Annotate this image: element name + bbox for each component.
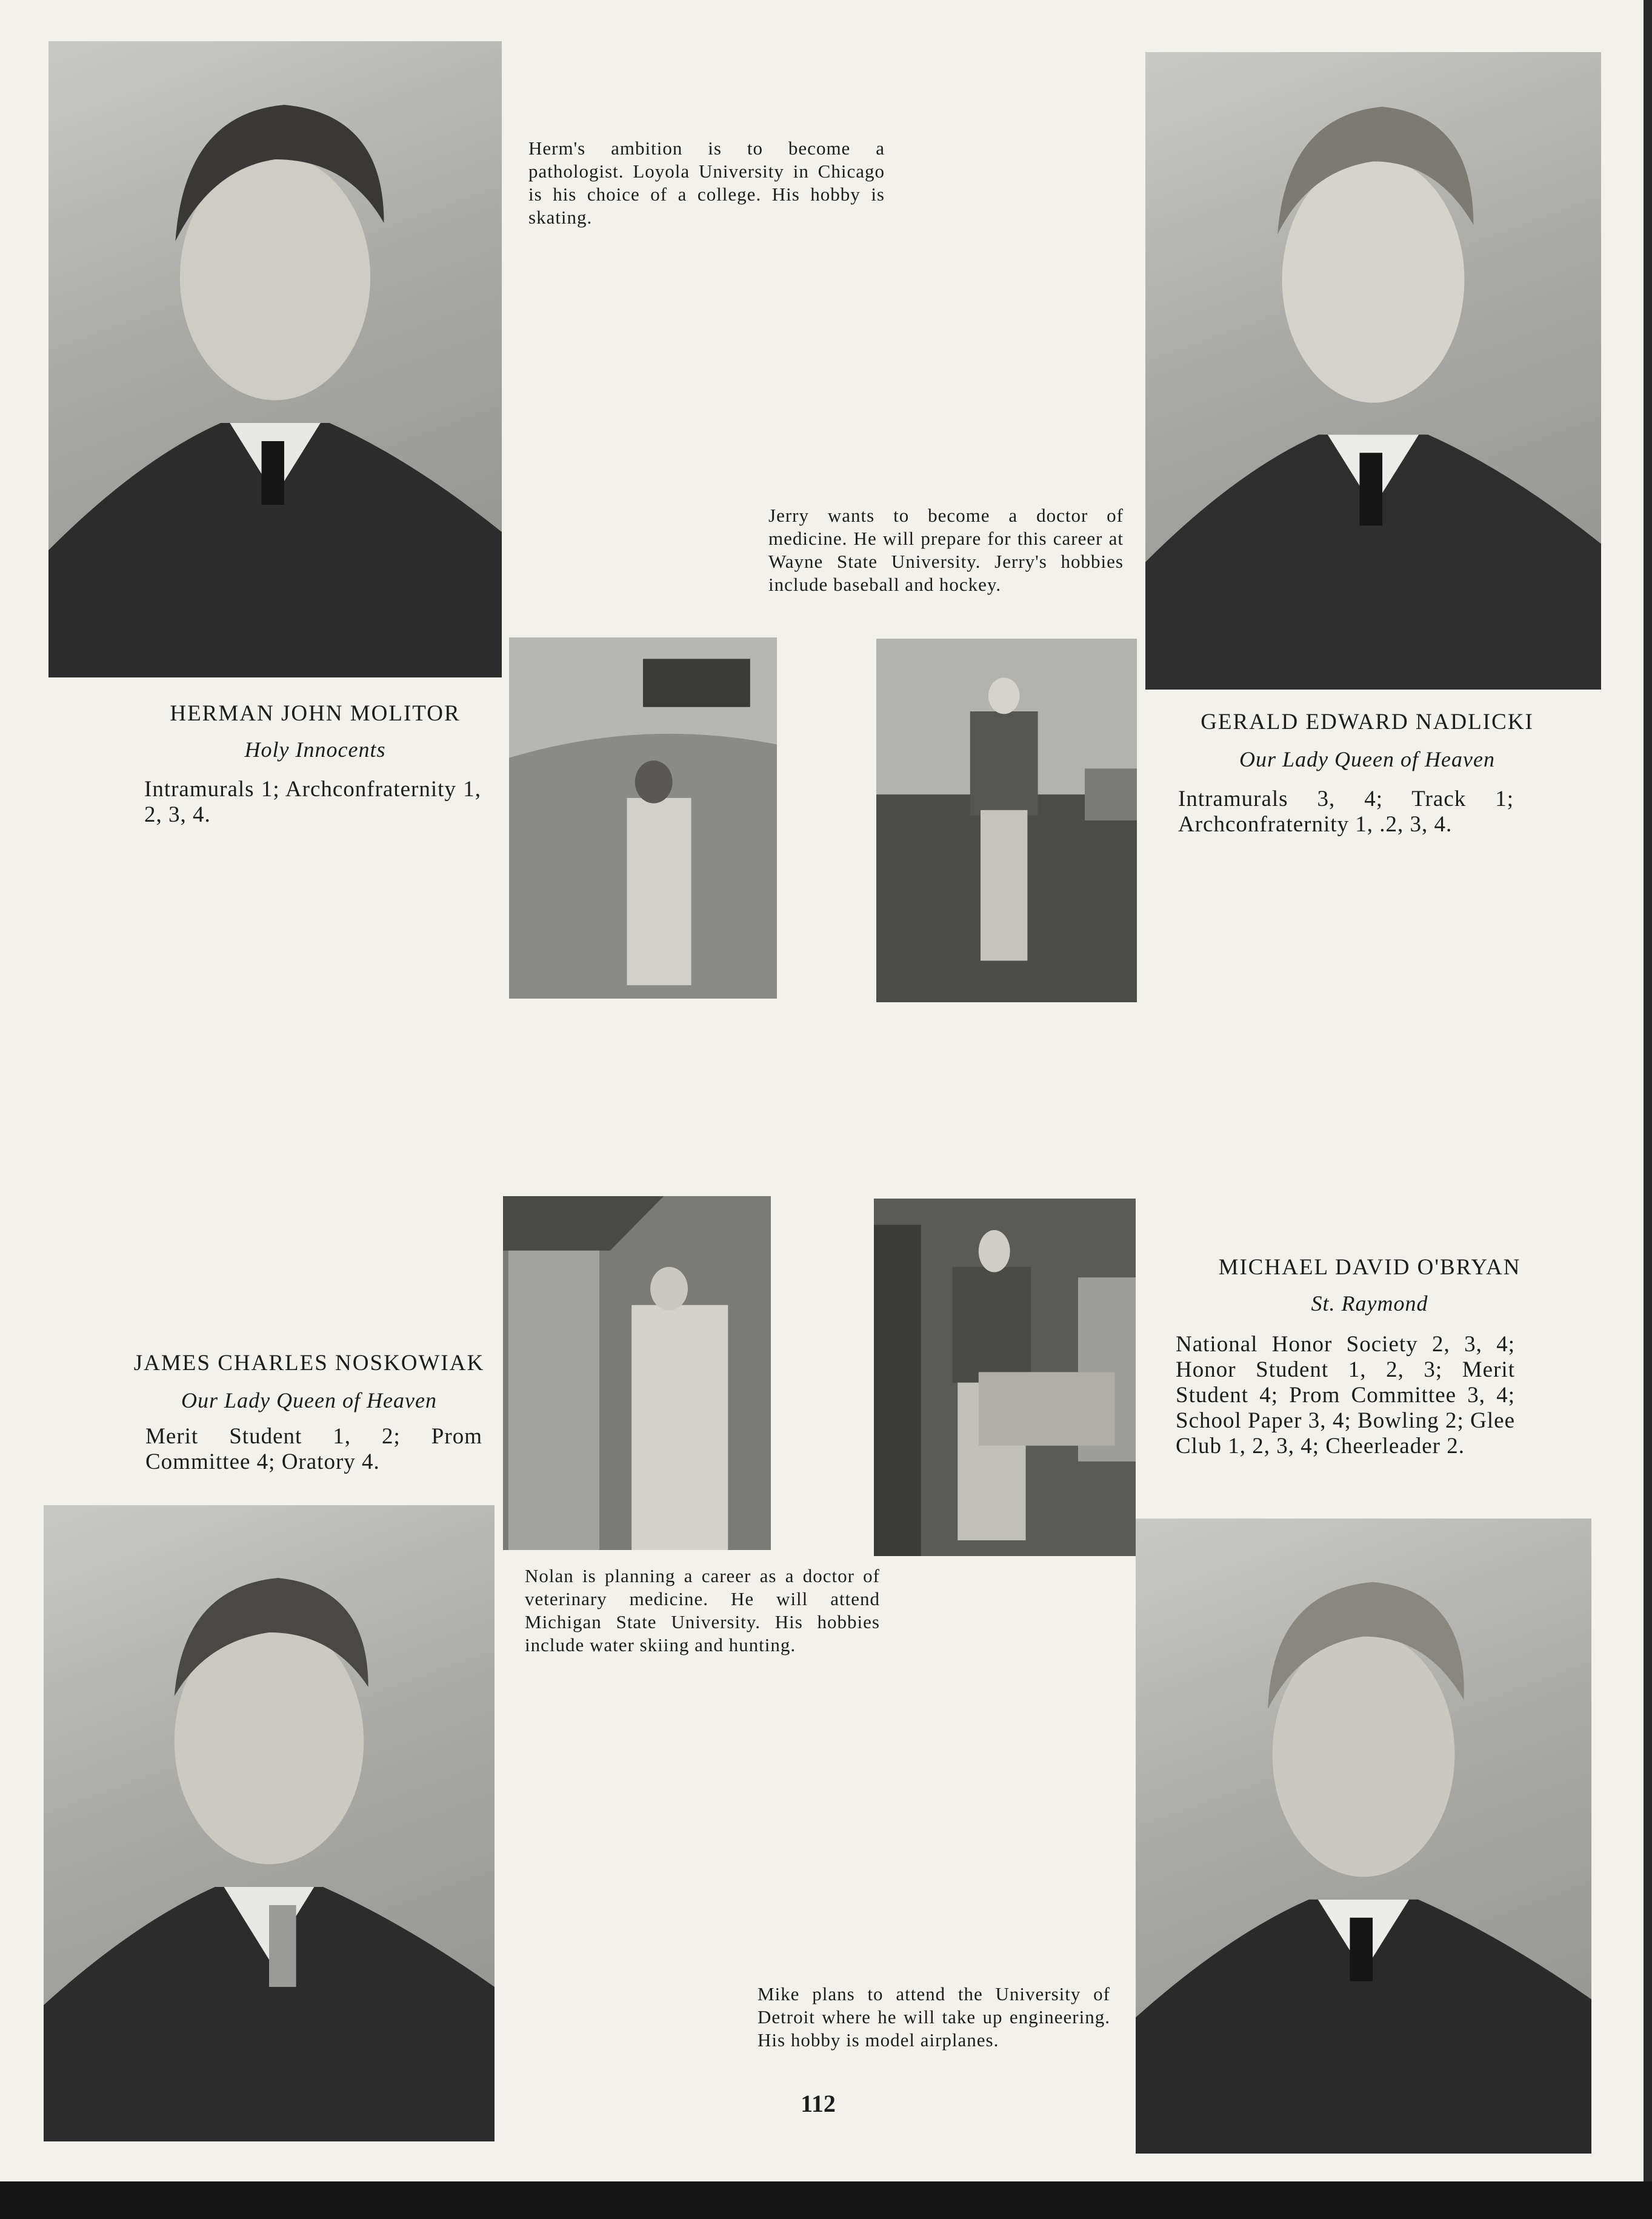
portrait-figure: [44, 1505, 495, 2141]
page-number: 112: [801, 2090, 836, 2117]
candid-scene: [874, 1199, 1136, 1556]
blurb-michael: Mike plans to attend the University of Detroit where he will take up engineering. His hobby is model airplanes.: [758, 1983, 1110, 2051]
portrait-figure: [1145, 52, 1601, 690]
student-activities-james: Merit Student 1, 2; Prom Committee 4; Oratory 4.: [145, 1424, 482, 1474]
student-name-herman: HERMAN JOHN MOLITOR: [170, 701, 461, 726]
portrait-figure: [48, 41, 502, 677]
student-parish-michael: St. Raymond: [1311, 1291, 1428, 1316]
portrait-gerald-nadlicki: [1145, 52, 1601, 690]
blurb-gerald: Jerry wants to become a doctor of medicine. He will prepare for this career at Wayne State University. Jerry's hobbies include baseball and hockey.: [768, 505, 1124, 595]
candid-photo-library: [874, 1199, 1136, 1556]
student-name-james: JAMES CHARLES NOSKOWIAK: [133, 1351, 485, 1376]
candid-photo-airplane: [509, 637, 777, 999]
page-edge: [1644, 0, 1652, 2181]
candid-photo-street: [876, 639, 1137, 1002]
student-parish-gerald: Our Lady Queen of Heaven: [1239, 747, 1495, 771]
student-name-michael: MICHAEL DAVID O'BRYAN: [1218, 1255, 1521, 1280]
candid-scene: [876, 639, 1137, 1002]
student-activities-herman: Intramurals 1; Archconfraternity 1, 2, 3, 4.: [144, 777, 481, 827]
blurb-herman: Herm's ambition is to become a pathologist. Loyola University in Chicago is his choice of a college. His hobby is skating.: [528, 138, 885, 228]
portrait-herman-molitor: [48, 41, 502, 677]
student-activities-gerald: Intramurals 3, 4; Track 1; Archconfraternity 1, .2, 3, 4.: [1178, 787, 1514, 837]
candid-photo-machine: [503, 1196, 771, 1550]
student-parish-herman: Holy Innocents: [244, 737, 386, 762]
blurb-james: Nolan is planning a career as a doctor of veterinary medicine. He will attend Michigan State University. His hobbies include water skiing and hunting.: [525, 1565, 880, 1655]
portrait-michael-obryan: [1136, 1519, 1591, 2154]
student-activities-michael: National Honor Society 2, 3, 4; Honor Student 1, 2, 3; Merit Student 4; Prom Committee 3, 4; School Paper 3, 4; Bowling 2; Glee Club 1, 2, 3, 4; Cheerleader 2.: [1176, 1332, 1515, 1459]
student-parish-james: Our Lady Queen of Heaven: [181, 1388, 437, 1412]
portrait-figure: [1136, 1519, 1591, 2154]
portrait-james-noskowiak: [44, 1505, 495, 2141]
scan-border: [0, 2181, 1652, 2219]
student-name-gerald: GERALD EDWARD NADLICKI: [1201, 710, 1534, 734]
candid-scene: [509, 637, 777, 999]
candid-scene: [503, 1196, 771, 1550]
